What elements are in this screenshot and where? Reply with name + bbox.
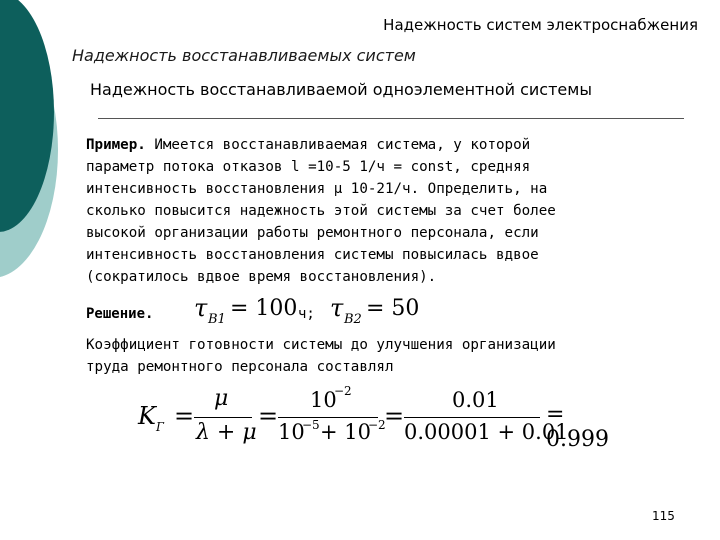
fraction2-numerator-exponent: −2: [334, 384, 352, 398]
formula-k-subscript: Г: [156, 420, 164, 434]
solution-label: Решение.: [86, 306, 154, 322]
tau-b2-subscript: B2: [344, 312, 362, 327]
example-line-7: (сократилось вдвое время восстановления).: [86, 269, 437, 285]
slide-subtitle: Надежность восстанавливаемой одноэлементной системы: [90, 80, 592, 99]
fraction2-denominator-a-exponent: −5: [302, 418, 320, 432]
fraction1-denominator: λ + μ: [196, 420, 257, 445]
fraction3-denominator: 0.00001 + 0.01: [404, 420, 569, 444]
formula-result: = 0.999: [546, 402, 609, 452]
example-line-1: [86, 134, 686, 156]
decorative-shapes: [0, 0, 80, 300]
coef-line-1: Коэффициент готовности системы до улучшения организации: [86, 337, 556, 353]
tau-b1-unit: ч;: [298, 306, 315, 322]
tau-b1-value: = 100: [230, 296, 298, 321]
tau-b2-symbol: τ: [330, 294, 344, 322]
example-label: Пример.: [86, 137, 146, 153]
tau-b2-value: = 50: [366, 296, 420, 321]
formula-eq-1: =: [174, 402, 195, 430]
section-title: Надежность восстанавливаемых систем: [72, 46, 416, 65]
formula-eq-3: =: [384, 402, 405, 430]
divider-line: [98, 118, 684, 119]
fraction2-denominator-b: + 10: [320, 420, 371, 444]
fraction1-numerator: μ: [214, 386, 229, 411]
fraction1-bar: [194, 417, 252, 418]
example-line-2: параметр потока отказов l =10-5 1/ч = const, средняя: [86, 159, 531, 175]
example-line-5: высокой организации работы ремонтного персонала, если: [86, 225, 539, 241]
tau-b1-subscript: B1: [208, 312, 226, 327]
coef-line-2: труда ремонтного персонала составлял: [86, 359, 394, 375]
tau-b1-symbol: τ: [194, 294, 208, 322]
example-paragraph: [86, 134, 686, 288]
fraction2-denominator-a: 10: [278, 420, 305, 444]
page-number: 115: [652, 509, 675, 523]
example-text-1: Имеется восстанавливаемая система, у которой: [145, 137, 531, 153]
coefficient-paragraph: [86, 334, 686, 378]
solution-row: [86, 294, 686, 330]
fraction3-numerator: 0.01: [452, 388, 499, 412]
example-line-4: сколько повысится надежность этой системы за счет более: [86, 203, 556, 219]
fraction2-bar: [278, 417, 378, 418]
example-line-3: интенсивность восстановления μ 10-21/ч. Определить, на: [86, 181, 548, 197]
availability-formula: [134, 384, 634, 454]
fraction2-denominator-b-exponent: −2: [368, 418, 386, 432]
fraction2-numerator: 10: [310, 388, 337, 412]
formula-eq-2: =: [258, 402, 279, 430]
header-title: Надежность систем электроснабжения: [383, 16, 698, 34]
formula-k: K: [138, 402, 156, 430]
example-line-6: интенсивность восстановления системы повысилась вдвое: [86, 247, 539, 263]
fraction3-bar: [404, 417, 540, 418]
